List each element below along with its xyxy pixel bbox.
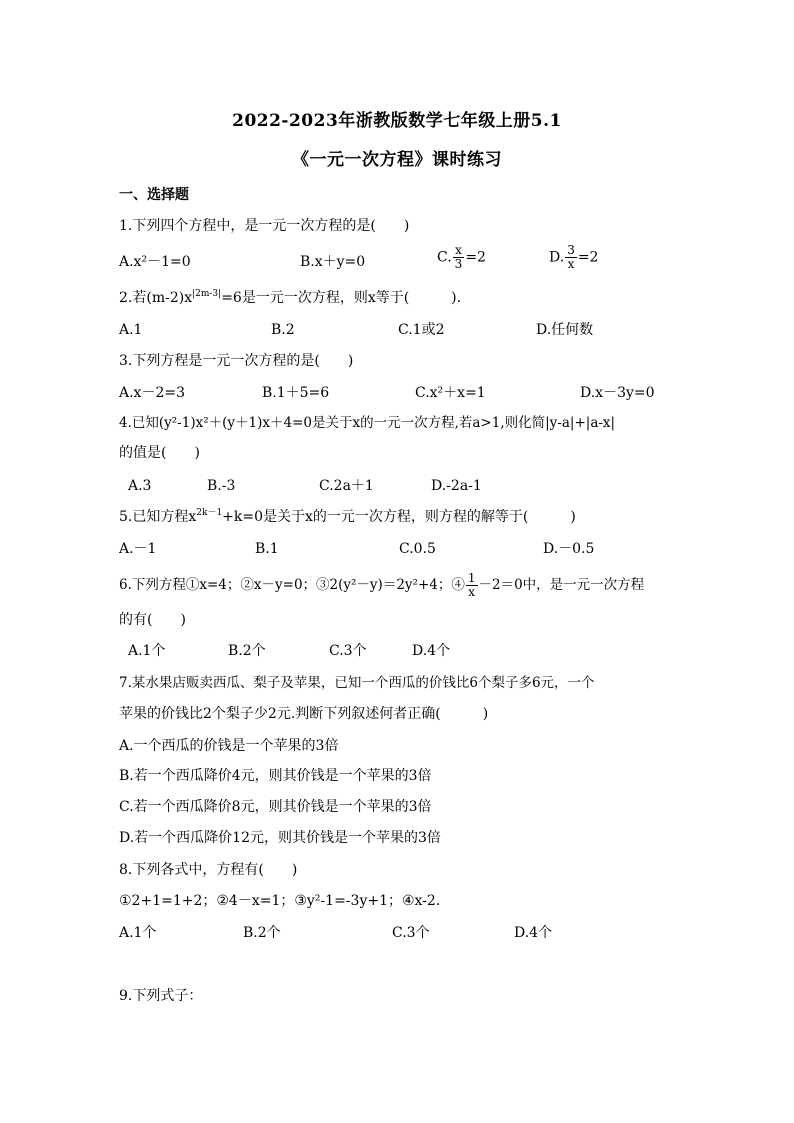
q1-option-c-suffix: =2 [465, 249, 486, 266]
q7-option-a: A.一个西瓜的价钱是一个苹果的3倍 [119, 738, 339, 754]
q8-stem-line-2: ①2+1=1+2；②4－x=1；③y²-1=-3y+1；④x-2. [119, 893, 441, 909]
q9-stem: 9.下列式子： [119, 988, 203, 1004]
q8-option-b: B.2个 [243, 925, 281, 941]
q5-stem [119, 507, 576, 527]
q1-option-d-numerator: 3 [567, 243, 575, 257]
q1-option-d [549, 244, 598, 271]
q6-option-c: C.3个 [329, 643, 367, 659]
q2-stem-part-a: 2.若(m-2)x [119, 290, 193, 306]
q1-option-d-suffix: =2 [577, 249, 599, 266]
q2-exponent: |2m-3| [192, 289, 222, 299]
q1-option-d-fraction [565, 244, 577, 271]
q6-option-a: A.1个 [128, 643, 166, 659]
q8-stem: 8.下列各式中，方程有( ) [119, 862, 298, 878]
q1-option-c-denominator: 3 [454, 257, 463, 271]
q6-fraction-denominator: x [468, 585, 476, 599]
q5-option-a: A.－1 [119, 541, 157, 557]
title-line-2: 《一元一次方程》课时练习 [292, 150, 502, 170]
q4-stem-line-1: 4.已知(y²-1)x²＋(y＋1)x＋4=0是关于x的一元一次方程,若a>1,则化简|y-a|+|a-x| [119, 415, 616, 431]
q6-fraction [466, 572, 478, 599]
q6-stem-part-a: 6.下列方程①x=4；②x－y=0；③2(y²－y)＝2y²+4；④ [119, 577, 465, 593]
q8-option-a: A.1个 [119, 925, 157, 941]
q6-stem-line-2: 的有( ) [119, 612, 186, 628]
q5-option-d: D.－0.5 [543, 541, 595, 557]
section-heading: 一、选择题 [119, 187, 189, 203]
q1-option-c [437, 244, 486, 271]
q3-stem: 3.下列方程是一元一次方程的是( ) [119, 353, 354, 369]
q5-option-c: C.0.5 [399, 541, 436, 557]
q7-option-d: D.若一个西瓜降价12元，则其价钱是一个苹果的3倍 [119, 830, 441, 846]
q1-option-d-denominator: x [567, 257, 575, 271]
q1-option-c-fraction [453, 244, 465, 271]
q6-stem-line-1 [119, 572, 644, 599]
q4-option-a: A.3 [128, 478, 152, 494]
q2-option-a: A.1 [119, 322, 143, 338]
q8-option-d: D.4个 [514, 925, 553, 941]
q2-option-b: B.2 [271, 322, 295, 338]
q3-option-a: A.x－2=3 [119, 385, 186, 401]
q1-option-a: A.x²－1=0 [119, 254, 191, 270]
q4-stem-line-2: 的值是( ) [119, 445, 200, 461]
q6-option-b: B.2个 [228, 643, 266, 659]
q5-exponent: 2k－1 [196, 508, 223, 518]
q2-option-d: D.任何数 [536, 322, 594, 338]
q7-option-b: B.若一个西瓜降价4元，则其价钱是一个苹果的3倍 [119, 768, 432, 784]
q6-option-d: D.4个 [412, 643, 451, 659]
q3-option-d: D.x－3y=0 [580, 385, 655, 401]
q7-option-c: C.若一个西瓜降价8元，则其价钱是一个苹果的3倍 [119, 799, 432, 815]
q3-option-b: B.1＋5=6 [262, 385, 330, 401]
q3-option-c: C.x²＋x=1 [415, 385, 486, 401]
q4-option-d: D.-2a-1 [431, 478, 482, 494]
q7-stem-line-1: 7.某水果店贩卖西瓜、梨子及苹果，已知一个西瓜的价钱比6个梨子多6元，一个 [119, 675, 595, 691]
q1-option-c-numerator: x [453, 244, 465, 258]
q2-stem [119, 288, 461, 308]
title-line-1: 2022-2023年浙教版数学七年级上册5.1 [232, 111, 562, 131]
q2-stem-part-b: =6是一元一次方程，则x等于( ). [221, 290, 462, 306]
q8-option-c: C.3个 [392, 925, 430, 941]
q1-stem: 1.下列四个方程中，是一元一次方程的是( ) [119, 218, 410, 234]
q4-option-b: B.-3 [207, 478, 236, 494]
q6-fraction-numerator: 1 [467, 571, 476, 585]
q1-option-d-prefix: D. [549, 249, 565, 266]
q4-option-c: C.2a＋1 [319, 478, 374, 494]
q5-stem-part-b: +k=0是关于x的一元一次方程，则方程的解等于( ) [222, 509, 576, 525]
q6-stem-part-b: －2＝0中，是一元一次方程 [478, 577, 645, 593]
q7-stem-line-2: 苹果的价钱比2个梨子少2元.判断下列叙述何者正确( ) [119, 706, 489, 722]
q1-option-c-prefix: C. [437, 249, 452, 266]
q5-option-b: B.1 [255, 541, 279, 557]
q1-option-b: B.x＋y=0 [300, 254, 366, 270]
q2-option-c: C.1或2 [398, 322, 445, 338]
q5-stem-part-a: 5.已知方程x [119, 509, 197, 525]
